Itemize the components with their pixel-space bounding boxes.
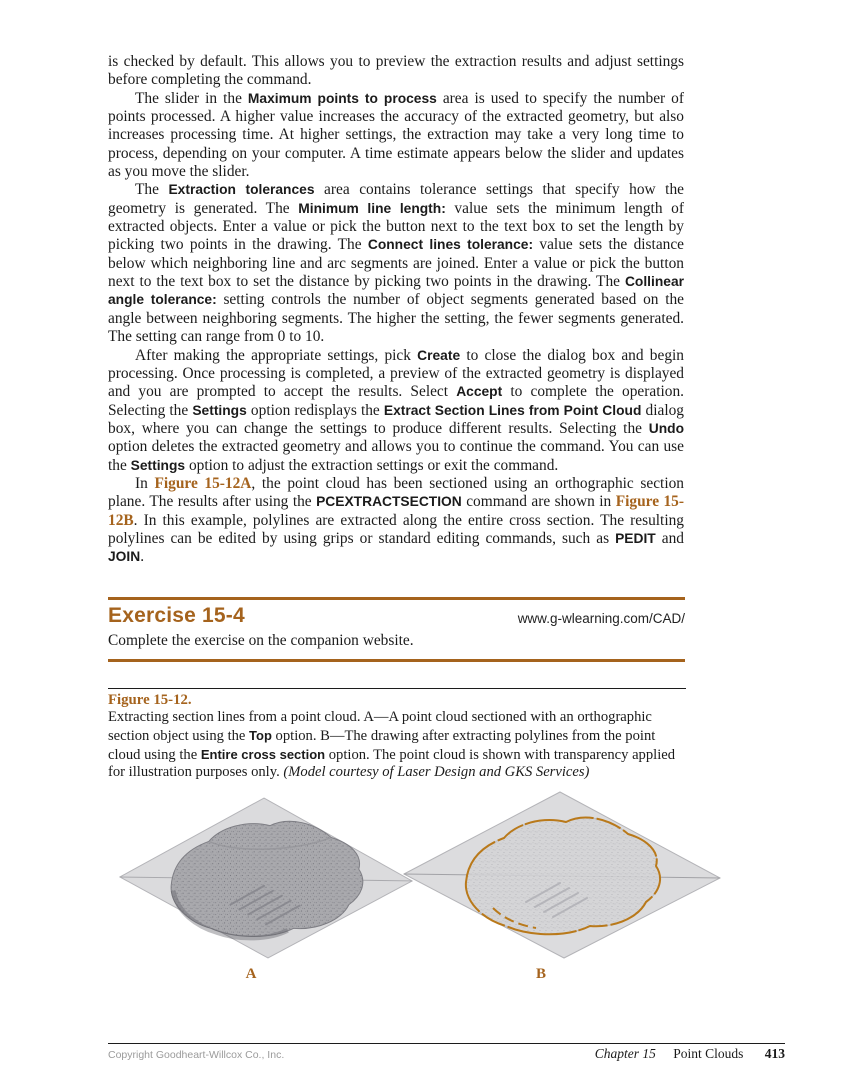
text-segment: The slider in the (135, 89, 248, 107)
text-segment: . In this example, polylines are extracted along the entire cross section. The resulting polylines can be edited by using grips or standard editing commands, such as (108, 511, 684, 547)
text-segment: Extract Section Lines from Point Cloud (383, 402, 642, 418)
text-segment: option deletes the extracted geometry and allows you to continue the command. You can use the (108, 438, 684, 474)
text-segment: In (135, 474, 155, 492)
exercise-url: www.g-wlearning.com/CAD/ (517, 611, 685, 626)
point-cloud-image-a (114, 788, 420, 964)
figure-b (398, 782, 728, 983)
text-segment: Extracting section lines from a point cloud. A—A point cloud sectioned with an orthographic section object using the (108, 709, 652, 744)
text-segment: Entire cross section (200, 746, 326, 762)
exercise-section (108, 597, 685, 662)
text-segment: dialog box, where you can change the settings to produce different results. Selecting the (108, 401, 684, 437)
paragraph (108, 90, 684, 182)
text-segment: (Model courtesy of Laser Design and GKS Services) (283, 764, 590, 781)
text-segment: Figure 15-12A (154, 474, 252, 492)
text-segment: option. B—The drawing after extracting polylines from the point cloud using the (108, 727, 656, 763)
figure-caption-rule (108, 688, 686, 689)
text-segment: The (135, 181, 169, 199)
text-segment: option to adjust the extraction settings or exit the command. (185, 456, 559, 474)
figure-a-label: A (245, 966, 257, 982)
text-segment: PEDIT (615, 530, 656, 546)
figure-caption-heading: Figure 15-12. (108, 692, 192, 708)
figure-caption-section (108, 688, 686, 782)
text-segment: Create (417, 347, 461, 363)
exercise-title: Exercise 15-4 (108, 604, 245, 627)
text-segment: and (655, 529, 684, 547)
exercise-rule-top (108, 597, 685, 600)
text-segment: Connect lines tolerance: (367, 237, 534, 253)
text-segment: Settings (192, 402, 247, 418)
text-segment: Extraction tolerances (168, 182, 315, 198)
figure-images-row (110, 782, 735, 987)
footer-chapter-label: Chapter 15 (594, 1046, 656, 1061)
paragraph (108, 475, 684, 567)
exercise-rule-bottom (108, 659, 685, 662)
point-cloud-image-b (398, 782, 728, 964)
figure-a (114, 788, 420, 983)
text-segment: Figure 15-12B (108, 493, 684, 529)
text-segment: JOIN (108, 549, 141, 565)
text-segment: area contains tolerance settings that specify how the geometry is generated. The (108, 181, 684, 217)
body-text (108, 53, 684, 567)
text-segment: area is used to specify the number of points processed. A higher value increases the accuracy of the extracted geometry, but also increases processing time. At higher settings, the extraction may take a very long time to process, depending on your computer. A time estimate appears below the slider and updates as you move the slider. (108, 89, 684, 181)
text-segment: Top (249, 727, 272, 743)
footer-chapter-info (108, 1046, 785, 1062)
text-segment: value sets the distance below which neighboring line and arc segments are joined. Enter a value or pick the button next to the text box to set the distance by picking two points in the drawing. The (108, 236, 685, 291)
figure-caption-text (108, 709, 686, 782)
text-segment: option. The point cloud is shown with transparency applied for illustration purposes only. (108, 746, 676, 781)
footer-rule (108, 1043, 785, 1044)
text-segment: to complete the operation. Selecting the (108, 383, 684, 419)
text-segment: value sets the minimum length of extracted objects. Enter a value or pick the button next to the text box to set the length by picking two points in the drawing. The (108, 199, 684, 254)
text-segment: to close the dialog box and begin processing. Once processing is completed, a preview of the extracted geometry is displayed and you are prompted to accept the results. Select (108, 346, 684, 401)
text-segment: , the point cloud has been sectioned using an orthographic section plane. The results after using the (108, 474, 684, 511)
text-segment: Accept (456, 384, 503, 400)
figure-b-label: B (535, 966, 546, 982)
paragraph (108, 53, 684, 90)
text-segment: option redisplays the (246, 401, 384, 419)
text-segment: . (140, 548, 145, 566)
footer-section-label: Point Clouds (673, 1046, 744, 1061)
exercise-description: Complete the exercise on the companion website. (108, 632, 414, 649)
paragraph (108, 181, 684, 346)
text-segment: PCEXTRACTSECTION (316, 494, 462, 510)
text-segment: setting controls the number of object segments generated based on the angle between neighboring segments. The higher the setting, the fewer segments generated. The setting can range from 0 to 10. (108, 291, 685, 346)
text-segment: After making the appropriate settings, pick (135, 346, 418, 364)
text-segment: Settings (130, 457, 186, 473)
text-segment: Minimum line length: (298, 200, 446, 216)
text-segment: Maximum points to process (247, 90, 437, 106)
text-segment: Collinear angle tolerance: (108, 274, 684, 308)
text-segment: command are shown in (461, 493, 616, 511)
text-segment: Undo (648, 420, 684, 436)
text-segment: is checked by default. This allows you to preview the extraction results and adjust settings before completing the command. (108, 53, 684, 89)
exercise-header (108, 604, 685, 628)
page-number: 413 (764, 1046, 785, 1061)
paragraph (108, 347, 684, 475)
copyright-text: Copyright Goodheart-Willcox Co., Inc. (108, 1049, 285, 1061)
